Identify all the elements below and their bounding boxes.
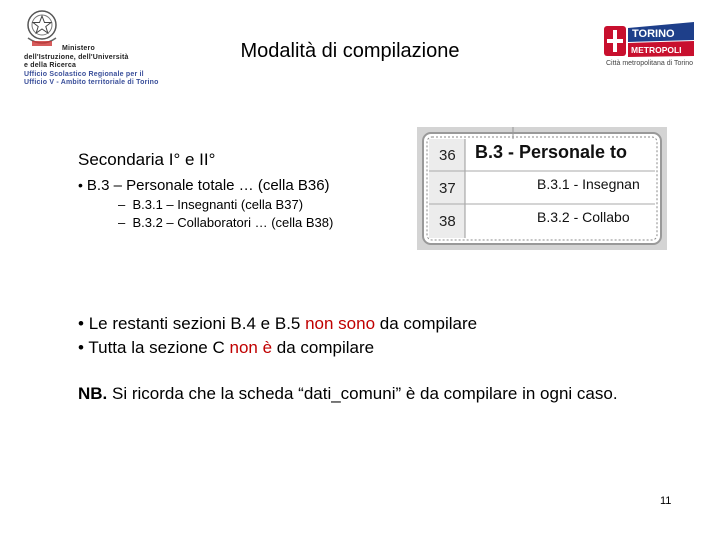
bullet-item — [78, 338, 374, 358]
excel-row-number: 36 — [439, 147, 456, 164]
bullet-icon: • — [78, 177, 83, 193]
bullet-text: Le restanti sezioni B.4 e B.5 — [88, 314, 306, 333]
ministry-logo-text — [24, 45, 184, 88]
sub-bullet-item — [118, 215, 333, 230]
excel-cell-text: B.3 - Personale to — [475, 142, 628, 162]
torino-metropoli-logo — [604, 20, 696, 70]
sub-bullet-text: B.3.1 – Insegnanti (cella B37) — [132, 197, 304, 212]
ministry-line: Ufficio Scolastico Regionale per il — [24, 70, 144, 78]
page-number: 11 — [660, 495, 672, 507]
nb-note — [78, 384, 638, 404]
torino-logo-word: TORINO — [632, 28, 675, 40]
torino-caption: Città metropolitana di Torino — [606, 60, 694, 67]
sub-bullet-text: B.3.2 – Collaboratori … (cella B38) — [132, 215, 334, 230]
sub-bullet-item — [118, 197, 303, 212]
bullet-text: da compilare — [375, 314, 478, 333]
dash-icon: – — [118, 197, 133, 212]
emphasis-red-text: non sono — [305, 314, 376, 333]
nb-text: Si ricorda che la scheda “dati_comuni” è da compilare in ogni caso. — [107, 384, 618, 403]
excel-snippet-image — [417, 127, 667, 250]
bullet-text: Tutta la sezione C — [88, 338, 230, 357]
slide-title: Modalità di compilazione — [240, 40, 460, 62]
excel-row-number: 37 — [439, 180, 456, 197]
ministry-line: Ministero — [62, 45, 95, 52]
ministry-line: dell'Istruzione, dell'Università — [24, 53, 129, 61]
ministry-line: e della Ricerca — [24, 62, 77, 69]
emphasis-red-text: non è — [229, 338, 273, 357]
italian-republic-emblem — [24, 8, 60, 50]
nb-label: NB. — [78, 384, 108, 403]
excel-cell-text: B.3.1 - Insegnan — [537, 176, 640, 192]
bullet-text: da compilare — [272, 338, 375, 357]
dash-icon: – — [118, 215, 133, 230]
ministry-line: Ufficio V - Ambito territoriale di Torino — [24, 79, 159, 86]
excel-cell-text: B.3.2 - Collabo — [537, 209, 630, 225]
bullet-text: B.3 – Personale totale … (cella B36) — [86, 177, 330, 194]
excel-row-number: 38 — [439, 213, 456, 230]
subheading: Secondaria I° e II° — [78, 150, 216, 169]
bullet-item — [78, 177, 330, 194]
bullet-icon: • — [78, 314, 89, 333]
metropoli-logo-word: METROPOLI — [631, 45, 682, 55]
bullet-icon: • — [78, 338, 89, 357]
bullet-item — [78, 314, 477, 334]
